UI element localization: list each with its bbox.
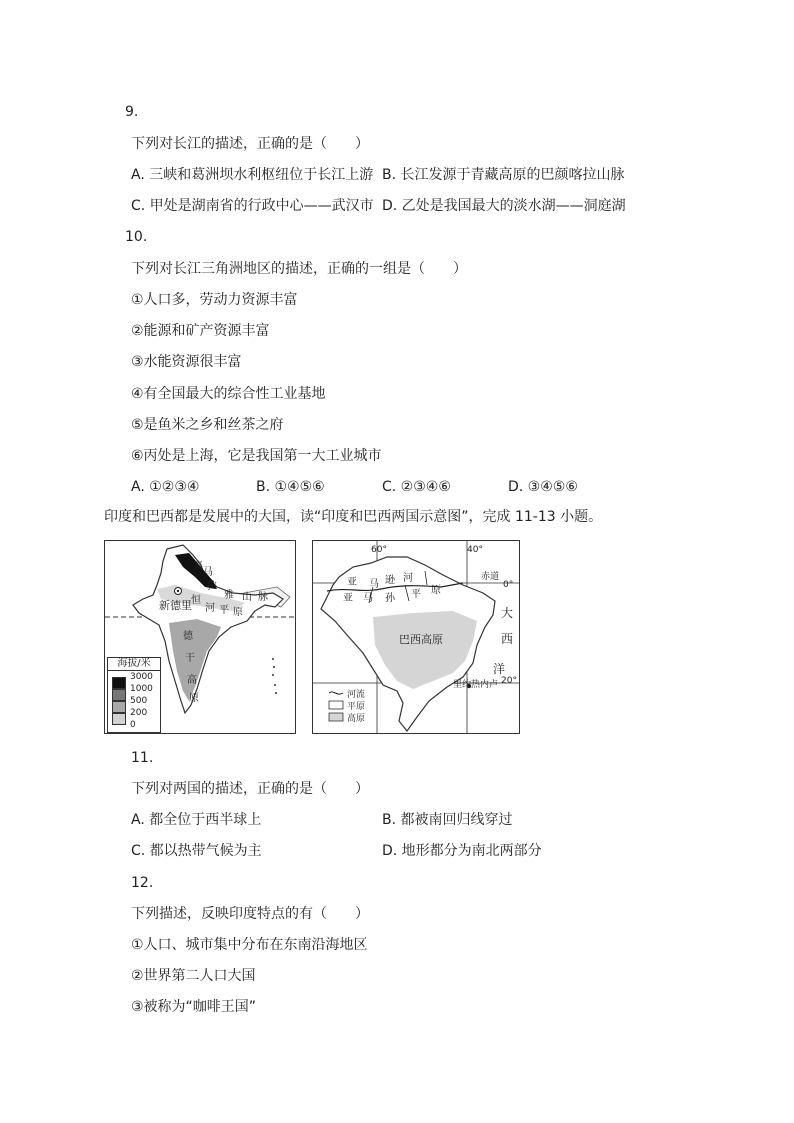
label-atlantic-1: 大 — [501, 606, 514, 620]
q12-item-1: ①人口、城市集中分布在东南沿海地区 — [131, 937, 368, 953]
q11-option-d: D. 地形都分为南北两部分 — [382, 843, 542, 859]
legend-plain: 平原 — [347, 702, 366, 712]
legend-value: 1000 — [130, 684, 153, 694]
label-xi: 喜 — [193, 561, 203, 572]
legend-value: 0 — [130, 720, 136, 730]
legend-row — [108, 671, 160, 683]
label-ping: 平 — [411, 589, 421, 600]
legend-row — [108, 695, 160, 707]
label-lon-40: 40° — [467, 545, 483, 555]
legend-row — [108, 683, 160, 695]
q12-item-3: ③被称为“咖啡王国” — [131, 999, 257, 1015]
q10-option-c: C. ②③④⑥ — [382, 479, 451, 495]
label-yuan-2: 原 — [189, 693, 199, 704]
label-ma: 马 — [203, 567, 213, 578]
label-he: 河 — [205, 603, 215, 614]
label-he: 河 — [403, 573, 413, 584]
legend-value: 3000 — [130, 672, 153, 682]
q11-stem: 下列对两国的描述，正确的是（ ） — [131, 781, 369, 797]
q9-option-b: B. 长江发源于青藏高原的巴颜喀拉山脉 — [382, 167, 625, 183]
label-atlantic-2: 西 — [501, 632, 514, 646]
label-shan: 山 — [242, 592, 252, 603]
q10-option-d: D. ③④⑤⑥ — [508, 479, 578, 495]
label-atlantic-3: 洋 — [493, 662, 506, 676]
q12-item-2: ②世界第二人口大国 — [131, 968, 256, 984]
label-brazilian-plateau: 巴西高原 — [399, 633, 443, 646]
label-ping: 平 — [219, 605, 229, 616]
label-yuan: 原 — [233, 607, 243, 618]
q10-item-1: ①人口多，劳动力资源丰富 — [131, 292, 298, 308]
elevation-legend — [107, 657, 161, 733]
label-lat-20: 20° — [501, 676, 517, 686]
label-de: 德 — [183, 631, 193, 642]
q11-option-c: C. 都以热带气候为主 — [131, 843, 262, 859]
label-heng: 恒 — [191, 595, 201, 606]
q10-option-b: B. ①④⑤⑥ — [256, 479, 325, 495]
legend-river: 河流 — [347, 690, 366, 700]
label-sun: 孙 — [385, 593, 395, 604]
q9-option-c: C. 甲处是湖南省的行政中心——武汉市 — [131, 198, 374, 214]
label-ya: 雅 — [224, 590, 234, 601]
label-la: 拉 — [207, 581, 217, 592]
legend-plateau: 高原 — [347, 714, 366, 724]
q10-stem: 下列对长江三角洲地区的描述，正确的一组是（ ） — [131, 261, 467, 277]
q10-option-a: A. ①②③④ — [131, 479, 200, 495]
q12-number: 12. — [131, 875, 154, 891]
label-rio: 里约热内卢 — [453, 680, 499, 690]
legend-value: 200 — [130, 708, 148, 718]
label-equator: 赤道 — [481, 572, 500, 582]
label-ya-2: 亚 — [343, 593, 353, 604]
brazil-legend — [329, 688, 365, 724]
label-ma: 马 — [369, 579, 379, 590]
q10-number: 10. — [125, 229, 148, 245]
q9-option-d: D. 乙处是我国最大的淡水湖——洞庭湖 — [382, 198, 626, 214]
legend-row — [108, 707, 160, 719]
label-gan: 干 — [185, 653, 195, 664]
q9-option-a: A. 三峡和葛洲坝水利枢纽位于长江上游 — [131, 167, 374, 183]
q10-item-2: ②能源和矿产资源丰富 — [131, 323, 270, 339]
label-lon-60: 60° — [371, 545, 387, 555]
section-intro: 印度和巴西都是发展中的大国，读“印度和巴西两国示意图”，完成 11-13 小题。 — [104, 509, 603, 525]
q12-stem: 下列描述，反映印度特点的有（ ） — [131, 906, 369, 922]
label-xun: 逊 — [385, 575, 395, 586]
q10-item-3: ③水能资源很丰富 — [131, 354, 242, 370]
legend-title: 海拔/米 — [108, 658, 160, 671]
q10-item-6: ⑥丙处是上海，它是我国第一大工业城市 — [131, 448, 382, 464]
q10-item-4: ④有全国最大的综合性工业基地 — [131, 386, 326, 402]
brazil-map — [312, 540, 520, 734]
india-map — [104, 540, 296, 734]
label-yuan: 原 — [431, 585, 441, 596]
q11-number: 11. — [131, 750, 154, 766]
q11-option-a: A. 都全位于西半球上 — [131, 812, 262, 828]
q10-item-5: ⑤是鱼米之乡和丝茶之府 — [131, 417, 284, 433]
label-lat-0: 0° — [503, 580, 514, 590]
q9-stem: 下列对长江的描述，正确的是（ ） — [131, 136, 369, 152]
label-ma-2: 马 — [363, 593, 373, 604]
label-new-delhi: 新德里 — [159, 599, 192, 612]
label-gao: 高 — [187, 675, 197, 686]
legend-row — [108, 719, 160, 731]
legend-value: 500 — [130, 696, 148, 706]
label-ya: 亚 — [347, 577, 357, 588]
q9-number: 9. — [125, 104, 139, 120]
label-mai: 脉 — [258, 592, 268, 603]
q11-option-b: B. 都被南回归线穿过 — [382, 812, 513, 828]
